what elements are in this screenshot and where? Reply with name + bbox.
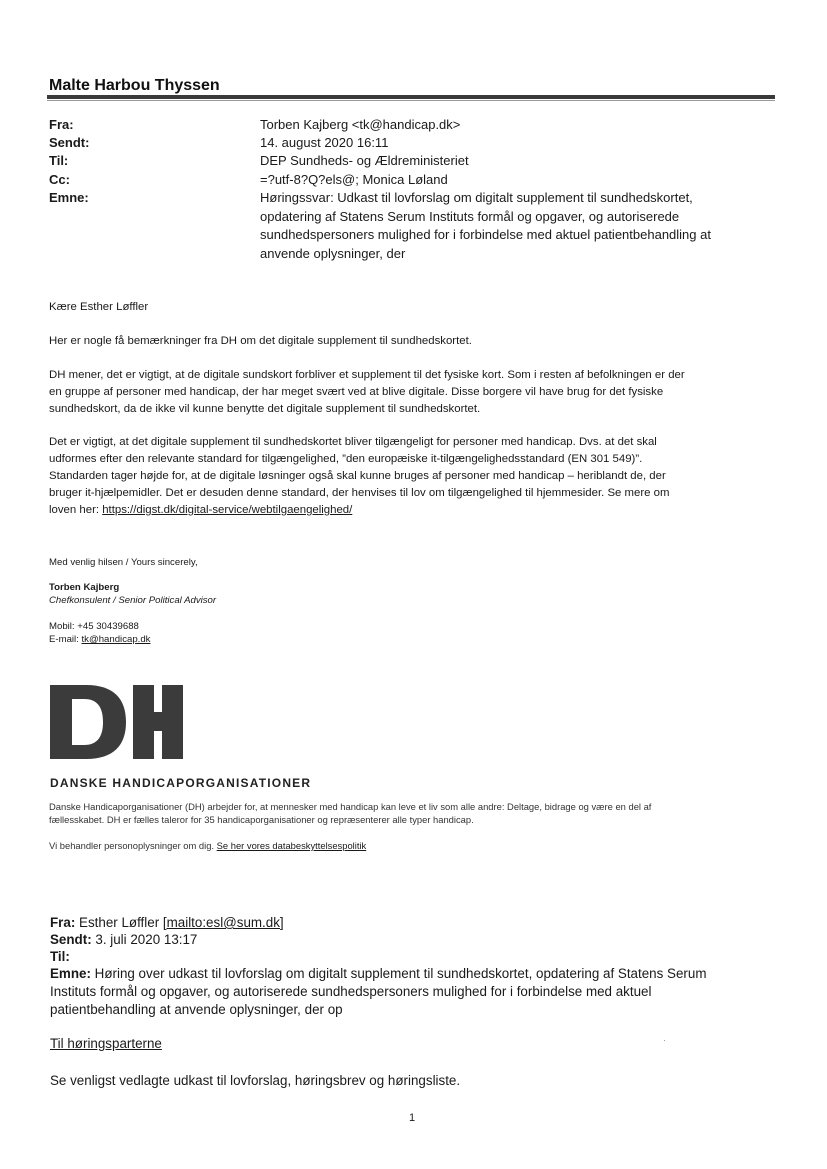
signature-mobile: Mobil: +45 30439688 [49,621,139,632]
forwarded-from-name: Esther Løffler [75,915,163,930]
paragraph-3 [49,434,774,519]
paragraph-line: sundhedskort, da de ikke vil kunne benytte det digitale supplement til sundhedskortet. [49,403,481,415]
paragraph-line [49,502,774,519]
signature-name: Torben Kajberg [49,582,120,593]
paragraph-line: bruger it-hjælpemidler. Det er desuden denne standard, der henvises til lov om tilgængelighed til hjemmesider. Se mere om [49,487,670,499]
forwarded-subject-line: patientbehandling at anvende oplysninger, der op [50,1002,343,1017]
cc-value: =?utf-8?Q?els@; Monica Løland [260,172,448,187]
paragraph-line: udformes efter den relevante standard for tilgængelighed, ”den europæiske it-tilgængelighedsstandard (EN 301 549)”. [49,453,643,465]
forwarded-from-label: Fra: [50,915,76,930]
sender-name: Malte Harbou Thyssen [49,77,220,94]
forwarded-subject-text: Høring over udkast til lovforslag om digitalt supplement til sundhedskortet, opdatering af Statens Serum [90,966,707,981]
subject-line: Høringssvar: Udkast til lovforslag om digitalt supplement til sundhedskortet, [260,190,693,205]
subject-line: sundhedspersoners mulighed for i forbindelse med aktuel patientbehandling at [260,227,711,242]
forwarded-body: Se venligst vedlagte udkast til lovforslag, høringsbrev og høringsliste. [50,1073,461,1088]
from-value: Torben Kajberg <tk@handicap.dk> [260,117,461,132]
forwarded-subject [50,965,775,1019]
forwarded-subject-label: Emne: [50,966,91,981]
salutation: Til høringsparterne [50,1036,162,1051]
header-divider [47,95,775,99]
email-prefix: E-mail: [49,634,82,645]
header-divider-thin [47,100,775,101]
dh-logo-icon [50,685,185,760]
forwarded-mailto-link[interactable]: [mailto:esl@sum.dk] [162,915,284,930]
greeting: Kære Esther Løffler [49,301,149,313]
cc-label: Cc: [49,172,70,187]
paragraph-2 [49,367,774,418]
subject-value [260,189,770,263]
to-value: DEP Sundheds- og Ældreministeriet [260,153,469,168]
forwarded-from [50,914,775,932]
email-link[interactable]: tk@handicap.dk [81,634,151,645]
scan-speck [664,1040,665,1041]
privacy-prefix: Vi behandler personoplysninger om dig. [49,840,217,851]
link-prefix: loven her: [49,504,103,516]
forwarded-to-label: Til: [50,949,70,964]
page-number: 1 [409,1112,416,1124]
paragraph-line: Det er vigtigt, at det digitale supplement til sundhedskortet bliver tilgængeligt for personer med handicap. Dvs. at det skal [49,436,657,448]
forwarded-sent-label: Sendt: [50,932,92,947]
subject-line: anvende oplysninger, der [260,245,406,261]
from-label: Fra: [49,117,74,132]
organization-description [49,800,774,826]
webtilgaengelighed-link[interactable]: https://digst.dk/digital-service/webtilgaengelighed/ [102,504,353,516]
signature-title: Chefkonsulent / Senior Political Advisor [49,595,217,606]
sent-value: 14. august 2020 16:11 [260,135,389,150]
description-line: Danske Handicaporganisationer (DH) arbejder for, at mennesker med handicap kan leve et liv som alle andre: Deltage, bidrage og være en del af [49,801,652,812]
description-line: fællesskabet. DH er fælles taleror for 35 handicaporganisationer og repræsenterer alle typer handicap. [49,814,474,825]
signature-email [49,633,150,646]
privacy-policy-link[interactable]: Se her vores databeskyttelsespolitik [216,840,367,851]
sent-label: Sendt: [49,135,90,150]
forwarded-subject-line [50,965,775,983]
privacy-notice [49,840,366,851]
paragraph-1: Her er nogle få bemærkninger fra DH om det digitale supplement til sundhedskortet. [49,335,472,347]
paragraph-line: DH mener, det er vigtigt, at de digitale sundskort forbliver et supplement til det fysiske kort. Som i resten af befolkningen er der [49,369,685,381]
paragraph-line: Standarden tager højde for, at de digitale løsninger også skal kunne bruges af personer med handicap – heriblandt de, der [49,470,666,482]
subject-label: Emne: [49,190,89,205]
closing: Med venlig hilsen / Yours sincerely, [49,557,198,568]
dh-logo [50,685,185,765]
organization-name: DANSKE HANDICAPORGANISATIONER [50,776,312,790]
to-label: Til: [49,153,69,168]
paragraph-line: en gruppe af personer med handicap, der har meget svært ved at blive digitale. Disse borgere vil have brug for det fysiske [49,386,664,398]
subject-line: opdatering af Statens Serum Instituts formål og opgaver, og autoriserede [260,208,680,224]
forwarded-sent [50,931,775,949]
forwarded-sent-value: 3. juli 2020 13:17 [91,932,198,947]
forwarded-subject-line: Instituts formål og opgaver, og autoriserede sundhedspersoners mulighed for i forbindelse med aktuel [50,984,652,999]
